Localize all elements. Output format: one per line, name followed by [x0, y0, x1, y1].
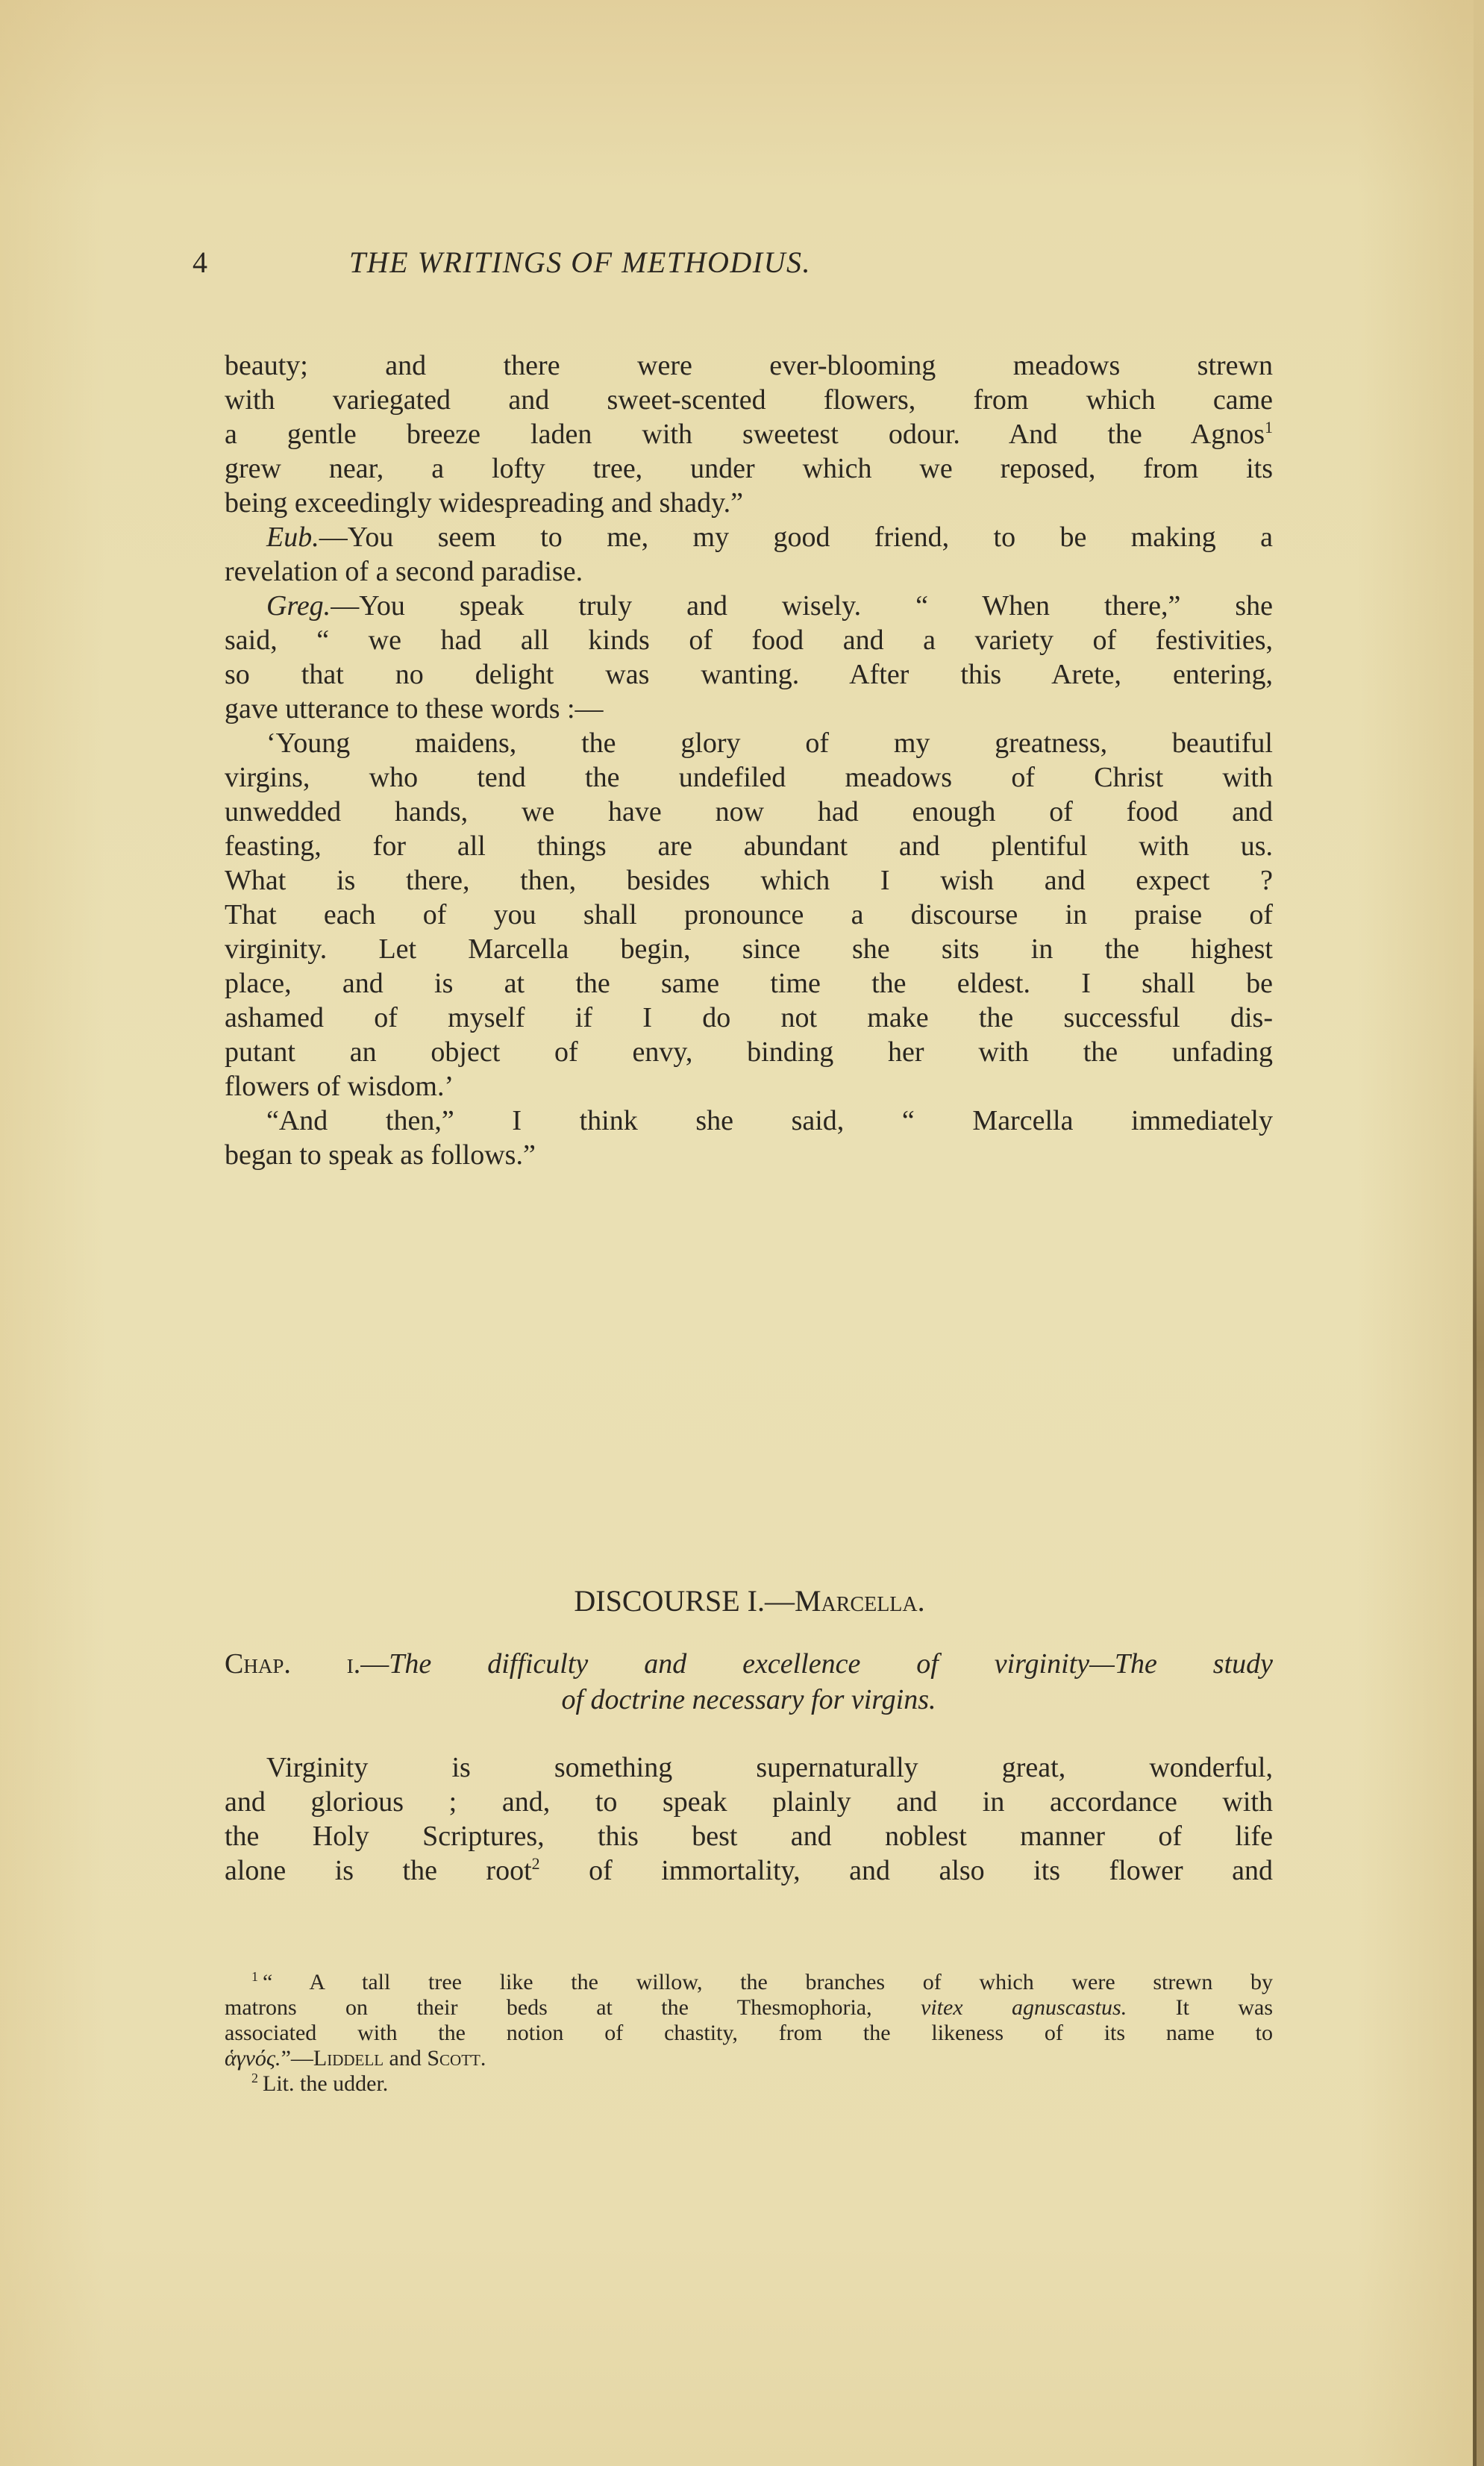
text-line: “And then,” I think she said, “ Marcella immediately	[266, 1105, 1273, 1136]
speaker-name: Eub.	[266, 522, 319, 553]
speaker-line-greg	[225, 589, 1273, 623]
body-text-chapter	[225, 1750, 1273, 1888]
footnote-ref-1[interactable]: 1	[1265, 418, 1273, 436]
text-line: and glorious ; and, to speak plainly and in accordance with	[225, 1786, 1273, 1818]
text-span: —You speak truly and wisely. “ When there,” she	[331, 590, 1273, 622]
discourse-title: DISCOURSE I.—	[574, 1584, 795, 1618]
chapter-title: The difficulty and excellence of virginity—The study	[389, 1648, 1273, 1680]
text-line: That each of you shall pronounce a discourse in praise of	[225, 899, 1273, 930]
text-line	[225, 417, 1273, 451]
body-text-top	[225, 348, 1273, 1172]
text-span: “ A tall tree like the willow, the branches of which were strewn by	[263, 1970, 1273, 1994]
text-line: beauty; and there were ever-blooming meadows strewn	[225, 350, 1273, 381]
text-line: with variegated and sweet-scented flowers, from which came	[225, 384, 1273, 416]
text-line: said, “ we had all kinds of food and a variety of festivities,	[225, 625, 1273, 656]
speaker-name: Greg.	[266, 590, 331, 622]
text-line: virginity. Let Marcella begin, since she sits in the highest	[225, 933, 1273, 965]
text-line: so that no delight was wanting. After this Arete, entering,	[225, 659, 1273, 690]
text-span: a gentle breeze laden with sweetest odour. And the Agnos	[225, 419, 1265, 450]
text-line: Virginity is something supernaturally great, wonderful,	[266, 1752, 1273, 1783]
text-line: What is there, then, besides which I wish and expect ?	[225, 865, 1273, 896]
running-header	[192, 240, 1274, 285]
discourse-heading	[0, 1579, 1484, 1624]
chapter-heading-line: of doctrine necessary for virgins.	[561, 1684, 936, 1715]
text-line: grew near, a lofty tree, under which we reposed, from its	[225, 453, 1273, 484]
chapter-label: Chap. i.—	[225, 1648, 389, 1680]
text-line: unwedded hands, we have now had enough of food and	[225, 796, 1273, 827]
text-line: place, and is at the same time the eldest. I shall be	[225, 968, 1273, 999]
text-line: ‘Young maidens, the glory of my greatness, beautiful	[266, 727, 1273, 759]
footnote-1-line	[225, 2046, 1273, 2071]
text-line: virgins, who tend the undefiled meadows of Christ with	[225, 762, 1273, 793]
text-span: ”—	[281, 2046, 313, 2071]
text-line: putant an object of envy, binding her with the unfading	[225, 1036, 1273, 1068]
text-line: began to speak as follows.”	[225, 1139, 536, 1171]
footnote-1-line: associated with the notion of chastity, from the likeness of its name to	[225, 2021, 1273, 2045]
footnote-number: 2	[251, 2071, 258, 2085]
text-span: of immortality, and also its flower and	[539, 1855, 1273, 1886]
page-number: 4	[192, 245, 207, 279]
greek-word: ἁγνός.	[225, 2046, 281, 2071]
text-span: —You seem to me, my good friend, to be making a	[319, 522, 1273, 553]
text-span: and	[383, 2046, 428, 2071]
text-line: feasting, for all things are abundant and plentiful with us.	[225, 830, 1273, 862]
chapter-heading	[225, 1646, 1273, 1718]
footnote-ref-2[interactable]: 2	[531, 1854, 540, 1873]
text-span: alone is the root	[225, 1855, 532, 1886]
text-line: the Holy Scriptures, this best and noblest manner of life	[225, 1821, 1273, 1852]
text-span: Lit. the udder.	[263, 2071, 389, 2096]
footnote-1-line	[225, 1970, 1273, 1995]
footnotes	[225, 1970, 1273, 2097]
footnote-1-line	[225, 1995, 1273, 2021]
text-line: gave utterance to these words :—	[225, 693, 604, 725]
text-line: being exceedingly widespreading and shady.”	[225, 487, 744, 519]
footnote-number: 1	[251, 1969, 258, 1984]
speaker-line-eub	[225, 520, 1273, 554]
text-line: flowers of wisdom.’	[225, 1071, 454, 1102]
source-author: Scott.	[427, 2046, 486, 2071]
text-line: ashamed of myself if I do not make the successful dis-	[225, 1002, 1273, 1033]
footnote-2-line	[225, 2071, 1273, 2097]
text-span: It was	[1127, 1995, 1273, 2020]
discourse-speaker: Marcella.	[794, 1584, 925, 1618]
text-span: matrons on their beds at the Thesmophoria,	[225, 1995, 921, 2020]
text-line	[225, 1853, 1273, 1888]
text-line: revelation of a second paradise.	[225, 556, 583, 587]
latin-name: vitex agnuscastus.	[921, 1995, 1127, 2020]
page-edge-line	[1473, 1045, 1477, 2466]
chapter-heading-line	[225, 1646, 1273, 1682]
source-author: Liddell	[313, 2046, 384, 2071]
running-title: THE WRITINGS OF METHODIUS.	[349, 245, 811, 279]
